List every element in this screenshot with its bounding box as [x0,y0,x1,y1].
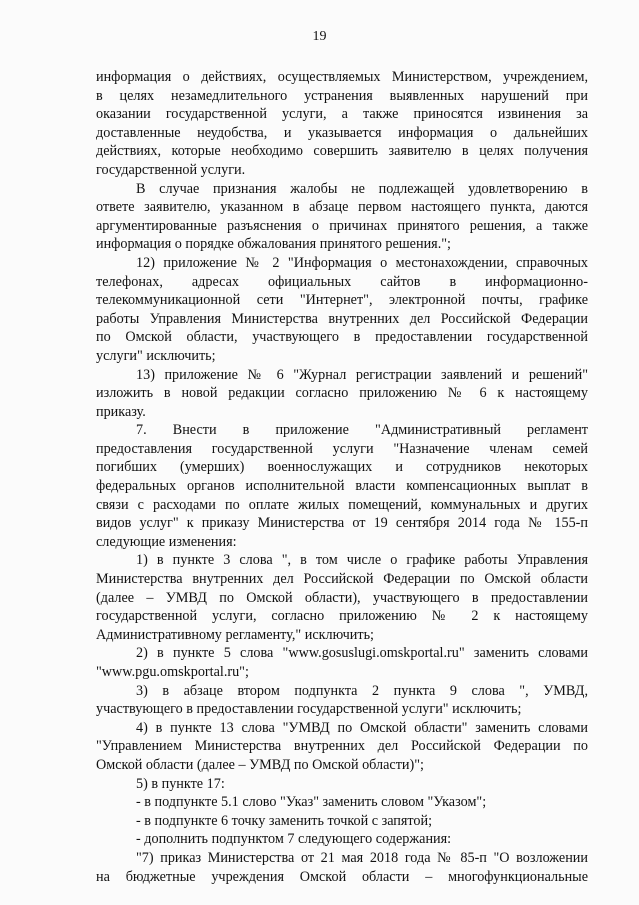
text-line: видов услуг" к приказу Министерства от 19 сентября 2014 года № 155-п [96,515,588,532]
text-line: изложить в новой редакции согласно приложению № 6 к настоящему [96,385,588,402]
text-line: Омской области (далее – УМВД по Омской области)"; [96,756,424,773]
text-line: участвующего в предоставлении государственной услуги" исключить; [96,701,522,718]
text-line: - в подпункте 5.1 слово "Указ" заменить словом "Указом"; [136,794,487,811]
text-line: 3) в абзаце втором подпункта 2 пункта 9 слова ", УМВД, [136,682,588,699]
text-line: (далее – УМВД по Омской области), участвующего в предоставлении [96,589,588,606]
text-line: "Управлением Министерства внутренних дел Российской Федерации по [96,738,588,755]
text-line: ответе заявителю, указанном в абзаце первом настоящего пункта, даются [96,199,588,216]
text-line: 1) в пункте 3 слова ", в том числе о графике работы Управления [136,552,588,569]
text-line: государственной услуги, согласно приложению № 2 к настоящему [96,608,588,625]
page-number: 19 [312,29,327,44]
text-line: работы Управления Министерства внутренних дел Российской Федерации [96,310,588,327]
text-line: "www.pgu.omskportal.ru"; [96,664,249,680]
text-line: федеральных органов исполнительной власти компенсационных выплат в [96,478,588,495]
text-line: Министерства внутренних дел Российской Федерации по Омской области [96,571,588,588]
text-line: 7. Внести в приложение "Административный регламент [136,422,588,439]
text-line: - дополнить подпунктом 7 следующего содержания: [136,831,452,848]
text-line: - в подпункте 6 точку заменить точкой с запятой; [136,812,433,829]
text-line: 4) в пункте 13 слова "УМВД по Омской области" заменить словами [136,719,588,736]
text-line: услуги" исключить; [96,347,216,364]
text-line: по Омской области, участвующего в предоставлении государственной [96,329,588,346]
text-line: приказу. [96,403,146,420]
text-line: аргументированные разъяснения о причинах принятого решения, а также [96,217,588,234]
text-line: телефонах, адресах официальных сайтов в информационно- [96,273,588,290]
text-line: предоставления государственной услуги "Назначение членам семей [96,440,588,457]
document-body [96,68,588,886]
text-line: в целях незамедлительного устранения выявленных нарушений при [96,87,588,104]
text-line: погибших (умерших) военнослужащих и сотрудников некоторых [96,459,588,476]
text-line: государственной услуги. [96,161,246,178]
text-line: доставленные неудобства, и указывается информация о дальнейших [96,124,588,141]
text-line: информация о порядке обжалования принятого решения."; [96,236,451,253]
text-line: 5) в пункте 17: [136,775,225,792]
text-line: действиях, которые необходимо совершить заявителю в целях получения [96,143,588,160]
text-line: Административному регламенту," исключить; [96,626,375,643]
text-line: связи с расходами по оплате жилых помещений, коммунальных и других [96,496,588,513]
text-line: В случае признания жалобы не подлежащей удовлетворению в [136,180,588,197]
text-line: оказании государственной услуги, а также приносятся извинения за [96,106,588,123]
text-line: 12) приложение № 2 "Информация о местонахождении, справочных [136,254,588,271]
text-line: на бюджетные учреждения Омской области – многофункциональные [96,868,588,885]
text-line: 13) приложение № 6 "Журнал регистрации заявлений и решений" [136,366,588,383]
text-line: информация о действиях, осуществляемых Министерством, учреждением, [96,69,588,85]
text-line: следующие изменения: [96,533,237,550]
text-line: 2) в пункте 5 слова "www.gosuslugi.omskportal.ru" заменить словами [136,645,588,662]
text-line: телекоммуникационной сети "Интернет", электронной почты, графике [96,292,588,309]
text-line: "7) приказ Министерства от 21 мая 2018 года № 85-п "О возложении [136,849,588,866]
